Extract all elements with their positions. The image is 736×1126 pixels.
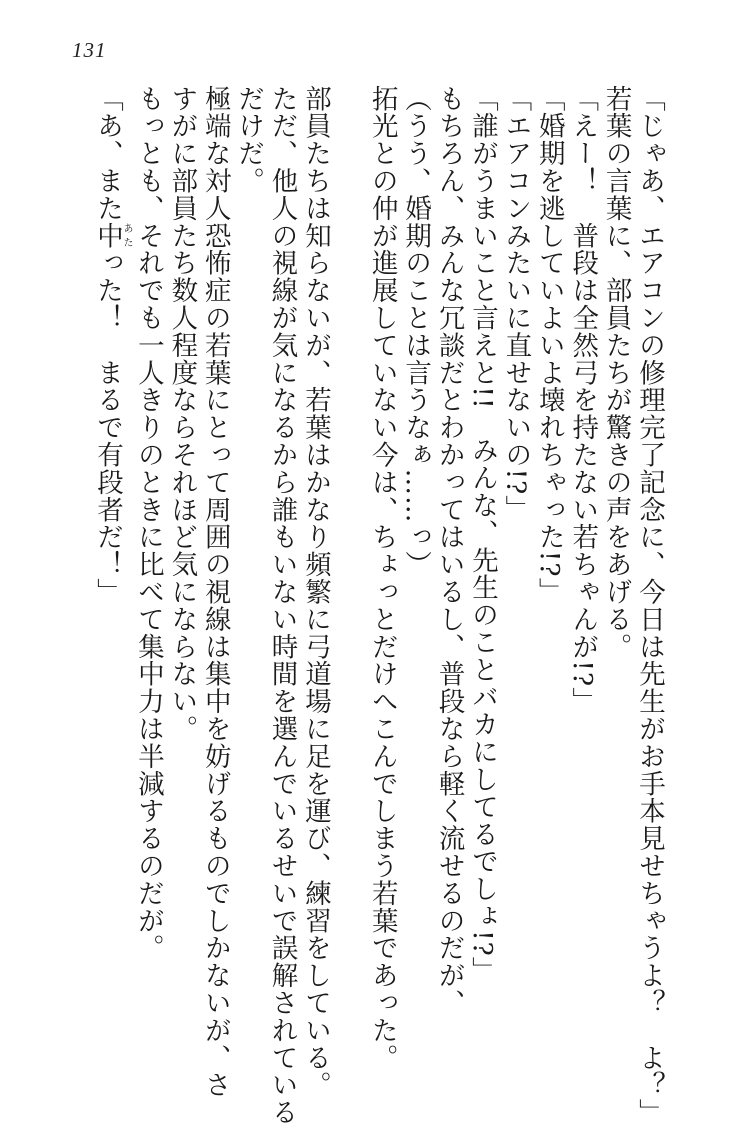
text-line: 「誰がうまいこと言えと!! みんな、先生のことバカにしてるでしょ!?」 (466, 85, 498, 985)
ruby-base: 中 (92, 222, 123, 250)
text-line: すがに部員たち数人程度ならそれほど気にならない。 (166, 85, 198, 743)
ruby-annotation (92, 222, 132, 250)
text-line-with-ruby (91, 85, 132, 1000)
line-part-2: った！ まるで有段者だ！」 (92, 249, 123, 606)
vertical-body-text (91, 85, 666, 1126)
page-number: 131 (72, 38, 107, 62)
text-line: 拓光との仲が進展していない今は、ちょっとだけへこんでしまう若葉であった。 (366, 85, 398, 1072)
text-line: ただ、他人の視線が気になるから誰もいない時間を選んでいるせいで誤解されている (266, 85, 298, 1126)
text-line: もちろん、みんな冗談だとわかってはいるし、普段なら軽く流せるのだが、 (433, 85, 465, 1017)
text-line: 「じゃあ、エアコンの修理完了記念に、今日は先生がお手本見せちゃうよ？ よ？」 (634, 85, 665, 1126)
text-line: もっとも、それでも一人きりのときに比べて集中力は半減するのだが。 (132, 85, 164, 962)
blank-line (332, 85, 365, 1000)
text-line: 部員たちは知らないが、若葉はかなり頻繁に弓道場に足を運び、練習をしている。 (299, 85, 331, 1099)
text-line: 「婚期を逃していよいよ壊れちゃった!?」 (533, 85, 565, 605)
line-part-1: 「あ、また (92, 85, 123, 222)
text-line: 「えー！ 普段は全然弓を持たない若ちゃんが!?」 (567, 85, 599, 715)
text-line: だけだ。 (233, 85, 265, 195)
text-line: （うう、婚期のことは言うなぁ……っ） (400, 85, 432, 579)
text-line: 極端な対人恐怖症の若葉にとって周囲の視線は集中を妨げるものでしかないが、さ (199, 85, 231, 1099)
text-line: 「エアコンみたいに直せないの!?」 (500, 85, 532, 523)
ruby-reading: あた (121, 222, 132, 250)
text-line: 若葉の言葉に、部員たちが驚きの声をあげる。 (600, 85, 632, 661)
